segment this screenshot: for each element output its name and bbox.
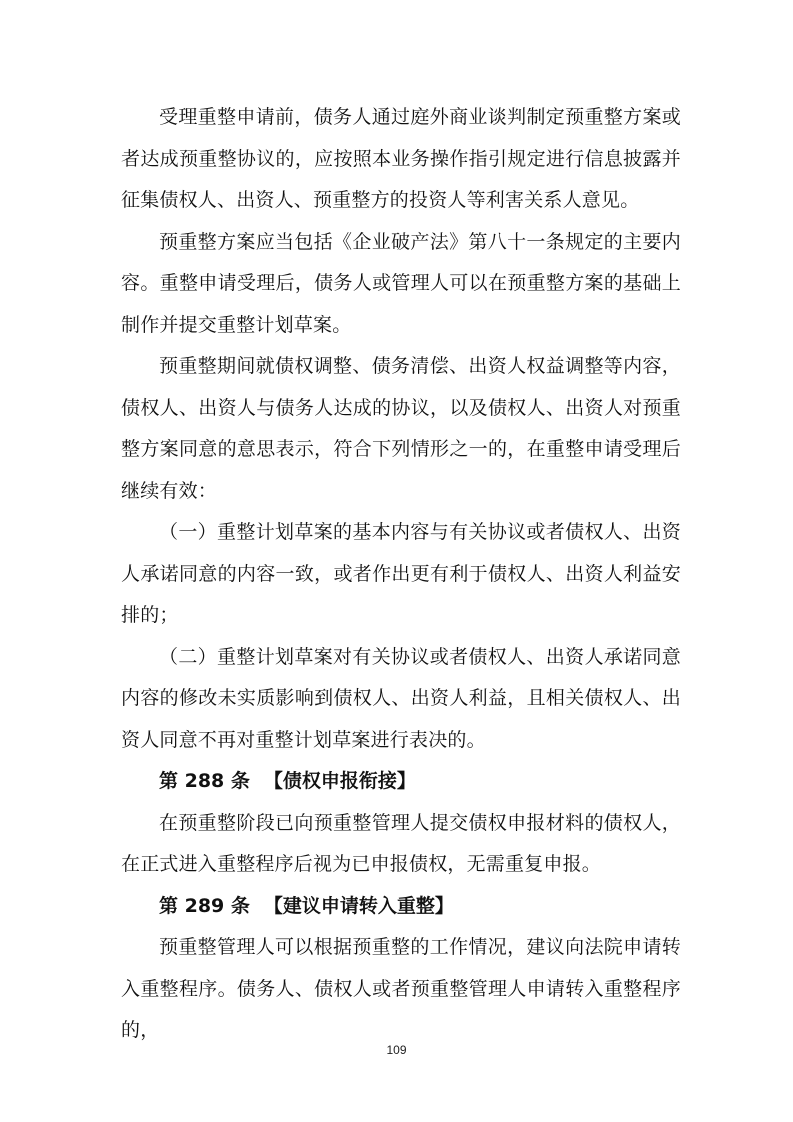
page-body [121,97,681,1052]
article-289-number: 第 289 条 [159,894,250,917]
article-289-heading [121,886,681,928]
paragraph-plan-content: 预重整方案应当包括《企业破产法》第八十一条规定的主要内容。重整申请受理后，债务人或管理人可以在预重整方案的基础上制作并提交重整计划草案。 [121,230,681,336]
paragraph-condition-2: （二）重整计划草案对有关协议或者债权人、出资人承诺同意内容的修改未实质影响到债权人、出资人利益，且相关债权人、出资人同意不再对重整计划草案进行表决的。 [121,645,681,751]
paragraph-agreement-validity: 预重整期间就债权调整、债务清偿、出资人权益调整等内容，债权人、出资人与债务人达成的协议，以及债权人、出资人对预重整方案同意的意思表示，符合下列情形之一的，在重整申请受理后继续有效： [121,355,681,502]
article-288-body: 在预重整阶段已向预重整管理人提交债权申报材料的债权人，在正式进入重整程序后视为已申报债权，无需重复申报。 [121,811,681,875]
paragraph-disclosure: 受理重整申请前，债务人通过庭外商业谈判制定预重整方案或者达成预重整协议的，应按照本业务操作指引规定进行信息披露并征集债权人、出资人、预重整方的投资人等利害关系人意见。 [121,106,681,211]
article-288-title: 【债权申报衔接】 [263,770,416,792]
article-289-body: 预重整管理人可以根据预重整的工作情况，建议向法院申请转入重整程序。债务人、债权人或者预重整管理人申请转入重整程序的， [121,936,681,1041]
paragraph-condition-1: （一）重整计划草案的基本内容与有关协议或者债权人、出资人承诺同意的内容一致，或者作出更有利于债权人、出资人利益安排的； [121,521,681,626]
article-289-title: 【建议申请转入重整】 [263,894,454,917]
article-288-heading [121,761,681,803]
article-288-number: 第 288 条 [159,770,250,792]
page-number: 109 [386,1043,407,1057]
